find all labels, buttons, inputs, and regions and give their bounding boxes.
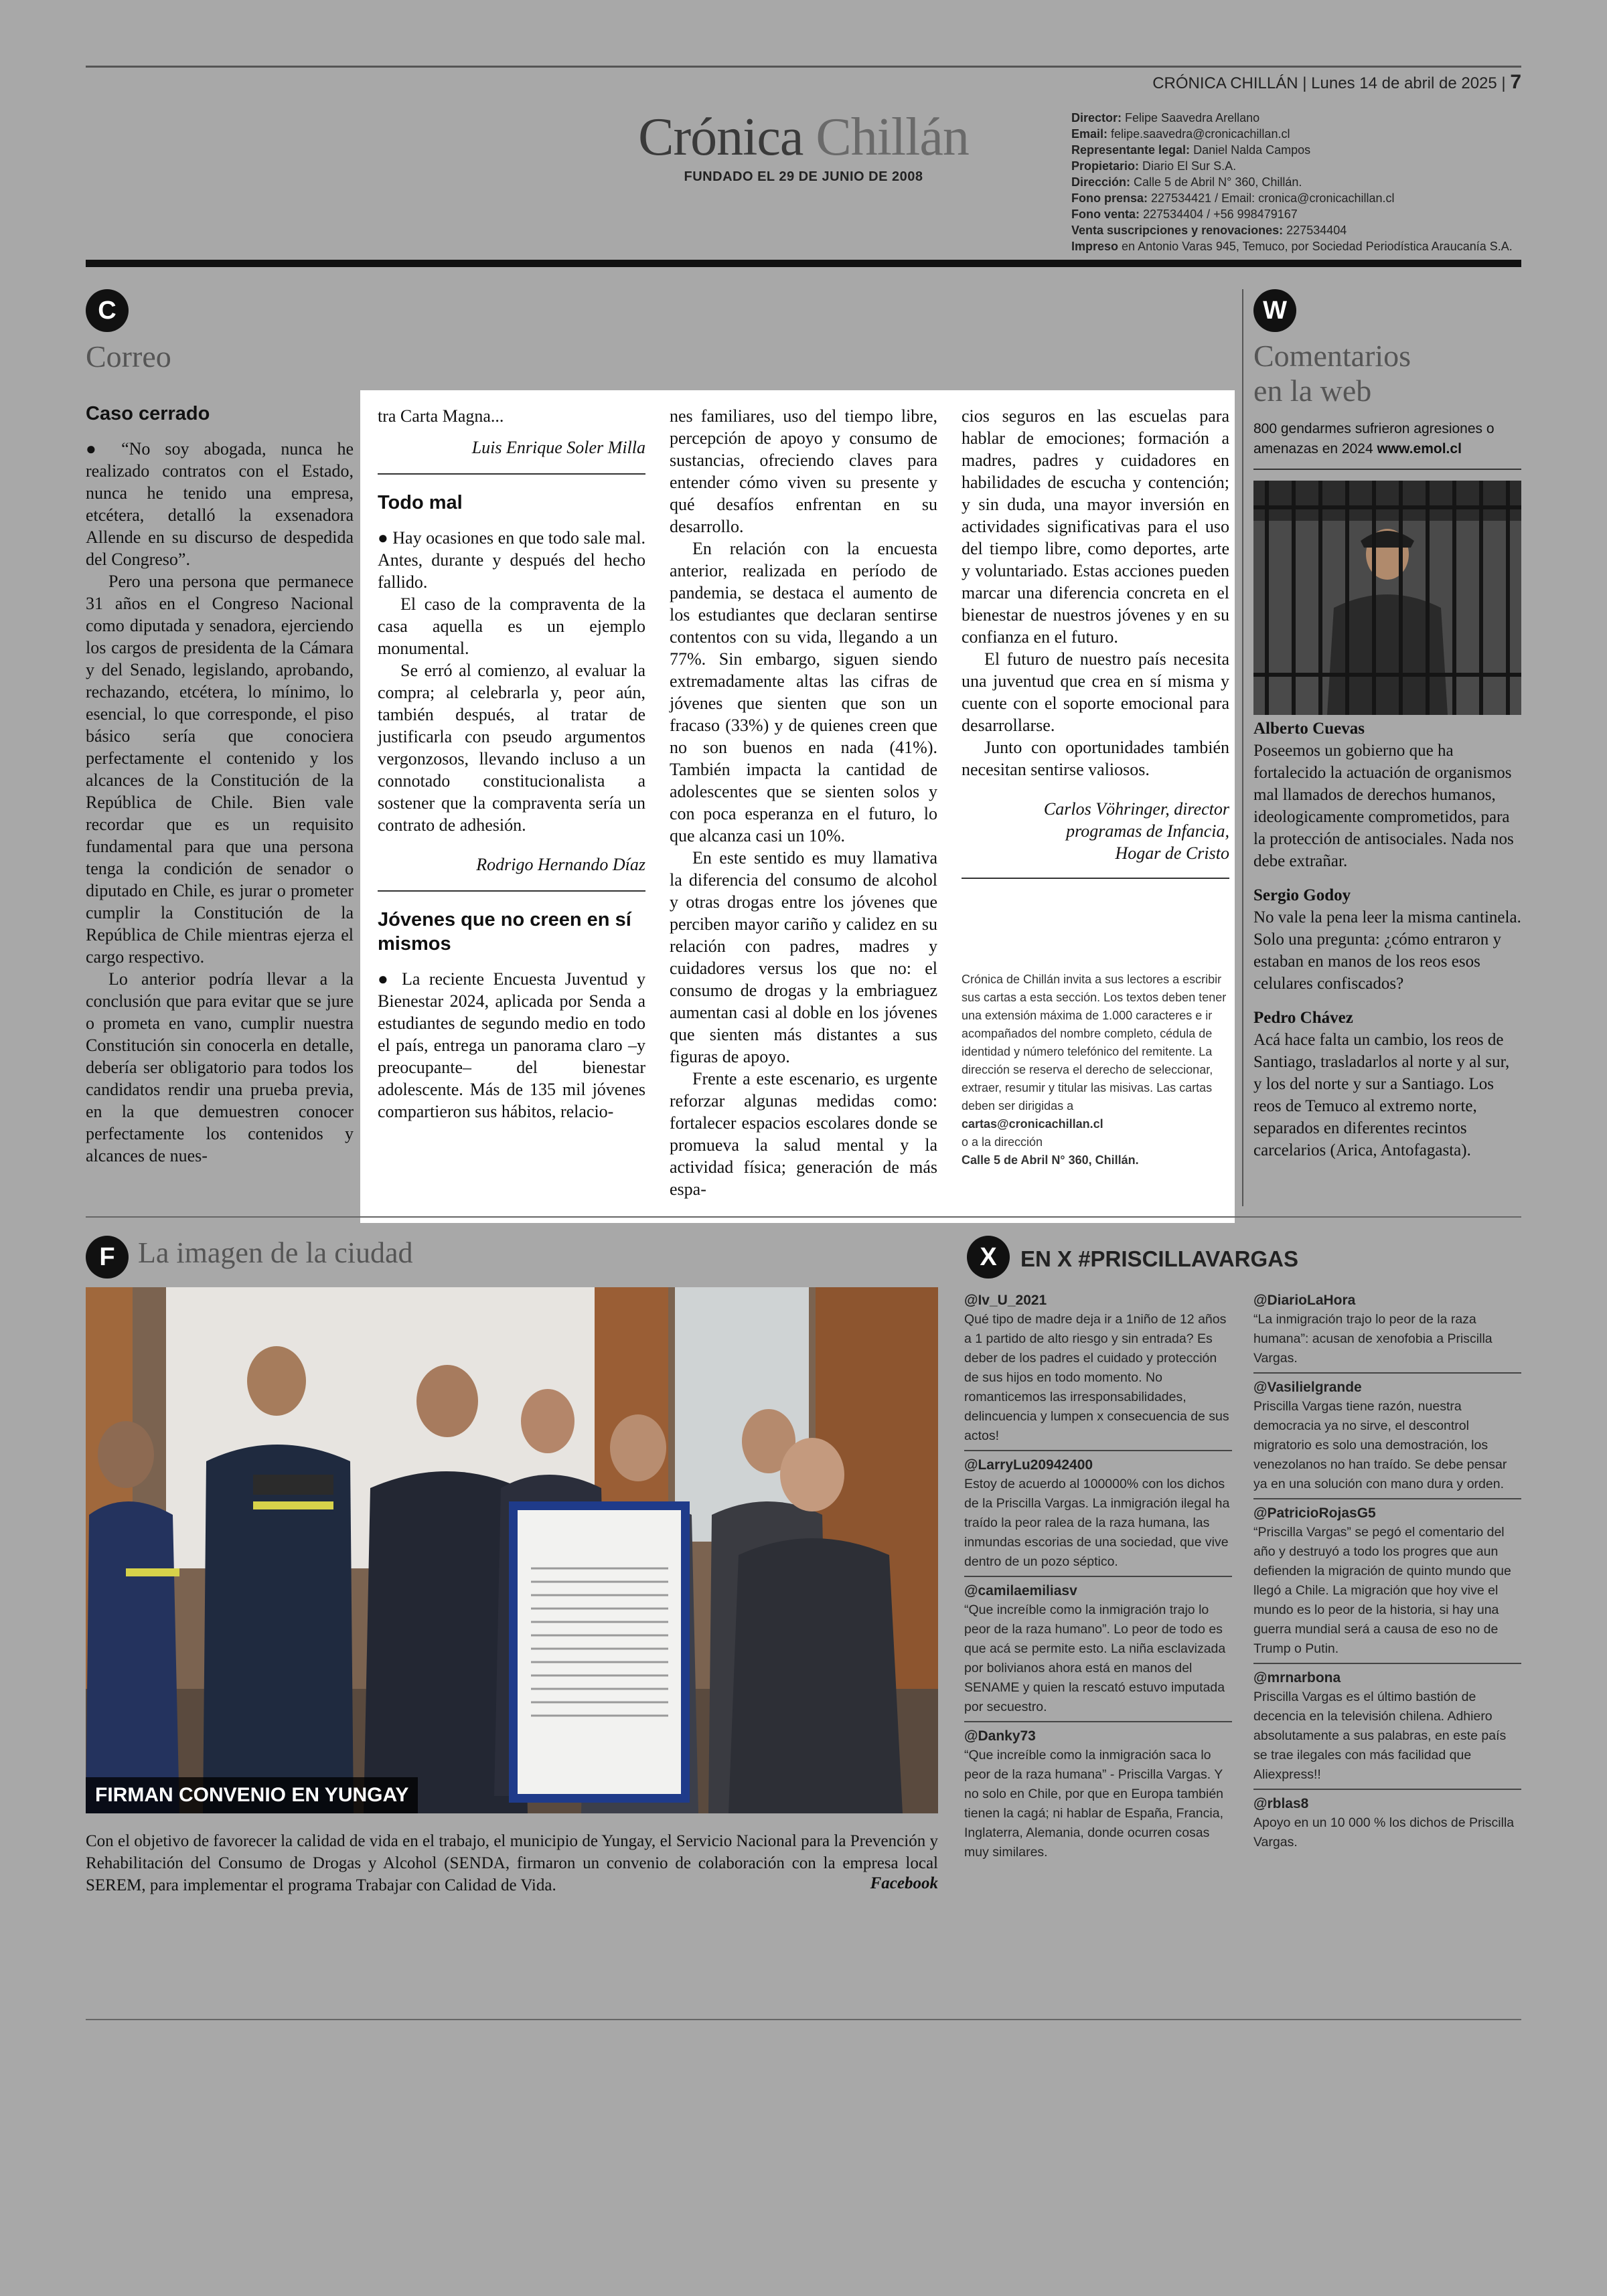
letter-paragraph: Junto con oportunidades también necesitan sentirse valiosos. [962, 738, 1229, 779]
imagen-badge: F [86, 1236, 129, 1279]
web-comment-text: No vale la pena leer la misma cantinela. Solo una pregunta: ¿cómo entraron y estaban en manos de los reos esos celulares confiscados? [1253, 908, 1521, 993]
prison-photo-illustration [1253, 481, 1521, 715]
x-post-text: Estoy de acuerdo al 100000% con los dichos de la Priscilla Vargas. La inmigración ilegal ha traído la peor ralea de la raza humana, las inmundas escorias de una sociedad, que vive dentro de un pozo séptico. [964, 1477, 1230, 1569]
letter-paragraph: En relación con la encuesta anterior, realizada en período de pandemia, se destaca el aumento de los estudiantes que declaran sentirse contentos con su vida, llegando a un 77%. Sin embargo, siguen siendo extremadamente altas las cifras de jóvenes que sienten que son un fracaso (33%) y de quienes creen que no son buenos en nada (41%). También impacta la cantidad de adolescentes que se sienten solos y con poca esperanza en el futuro, lo que alcanza casi un 10%. [670, 539, 937, 845]
web-comment-author: Sergio Godoy [1253, 886, 1351, 904]
staff-row: Director: Felipe Saavedra Arellano [1071, 111, 1260, 125]
x-post-handle[interactable]: @rblas8 [1253, 1789, 1521, 1813]
city-photo-illustration [86, 1287, 938, 1813]
web-comment-author: Alberto Cuevas [1253, 720, 1365, 738]
imagen-title: La imagen de la ciudad [138, 1236, 413, 1269]
letter-paragraph: ● Hay ocasiones en que todo sale mal. Antes, durante y después del hecho fallido. [378, 528, 645, 592]
section-rule [86, 1216, 1521, 1218]
x-post-handle[interactable]: @DiarioLaHora [1253, 1293, 1356, 1308]
x-post-handle[interactable]: @LarryLu20942400 [964, 1450, 1232, 1475]
staff-row: Propietario: Diario El Sur S.A. [1071, 159, 1237, 173]
web-badge: W [1253, 289, 1296, 332]
folio-paper: CRÓNICA CHILLÁN [1152, 74, 1298, 92]
web-comments [1253, 718, 1521, 1161]
letter-paragraph: cios seguros en las escuelas para hablar de emociones; formación a madres, padres y cuidadores en habilidades de escucha y contención; y sin duda, una mayor inversión en actividades significativas para el uso del tiempo libre, como deportes, arte y voluntariado. Estas acciones pueden marcar una diferencia concreta en el bienestar de nuestros jóvenes y en su confianza en el futuro. [962, 406, 1229, 647]
web-title: Comentarios en la web [1253, 339, 1411, 408]
x-post-text: “Que increíble como la inmigración trajo lo peor de la raza humano”. Lo peor de todo es que acá se permite esto. La niña esclavizada por bolivianos ahora está en manos del SENAME y quien la rescató estuvo imputada por secuestro. [964, 1603, 1226, 1714]
x-post-text: “La inmigración trajo lo peor de la raza humana”: acusan de xenofobia a Priscilla Vargas. [1253, 1312, 1493, 1366]
web-comment-text: Acá hace falta un cambio, los reos de Santiago, trasladarlos al norte y al sur, y los del norte y sur a Santiago. Los reos de Temuco al extremo norte, separados en diferentes recintos carcelarios (Arica, Antofagasta). [1253, 1031, 1510, 1159]
staff-row: Venta suscripciones y renovaciones: 227534404 [1071, 224, 1347, 237]
x-post-text: Priscilla Vargas es el último bastión de decencia en la televisión chilena. Adhiero absolutamente a sus palabras, en este país se trae ilegales con más facilidad que Aliexpress!! [1253, 1690, 1507, 1782]
masthead [623, 110, 984, 185]
x-post-text: Qué tipo de madre deja ir a 1niño de 12 años a 1 partido de alto riesgo y sin entrada? Es deber de los padres el cuidado y protección de sus hijos en todo momento. No romanticemos las irresponsabilidades, delincuencia y lumpen x consecuencia de sus actos! [964, 1312, 1229, 1443]
x-post-handle[interactable]: @Vasilielgrande [1253, 1372, 1521, 1397]
page-number: 7 [1510, 71, 1521, 93]
signature: Luis Enrique Soler Milla [471, 438, 645, 457]
bottom-rule [86, 2019, 1521, 2020]
staff-row: Representante legal: Daniel Nalda Campos [1071, 143, 1311, 157]
letter-paragraph: En este sentido es muy llamativa la diferencia del consumo de alcohol y otras drogas entre los jóvenes que perciben mayor cariño y calidez en su relación con padres, madres y cuidadores versus los que no: el consumo de drogas y la embriaguez aumentan casi al doble en los jóvenes que sienten más distantes a sus figuras de apoyo. [670, 848, 937, 1066]
folio: CRÓNICA CHILLÁN | Lunes 14 de abril de 2025 | 7 [1152, 71, 1521, 93]
letters-col-3 [670, 405, 937, 1200]
x-post-text: Apoyo en un 10 000 % los dichos de Priscilla Vargas. [1253, 1815, 1515, 1850]
staff-box [1071, 110, 1527, 254]
x-post-handle[interactable]: @Danky73 [964, 1721, 1232, 1746]
staff-row: Dirección: Calle 5 de Abril N° 360, Chillán. [1071, 175, 1302, 189]
x-post-handle[interactable]: @PatricioRojasG5 [1253, 1498, 1521, 1523]
divider [1253, 469, 1521, 470]
header-rule [86, 260, 1521, 267]
imagen-text: Con el objetivo de favorecer la calidad de vida en el trabajo, el municipio de Yungay, el Servicio Nacional para la Prevención y Rehabilitación del Consumo de Drogas y Alcohol (SENDA, firmaron un convenio de colaboración con la empresa local SEREM, para implementar el programa Trabajar con Calidad de Vida. [86, 1832, 938, 1894]
top-rule [86, 66, 1521, 68]
x-post-text: “Que increíble como la inmigración saca lo peor de la raza humana” - Priscilla Vargas. Y no solo en Chile, por que en Europa también tienen la cagá; ni hablar de España, Francia, Inglaterra, Alemania, donde ocurren cosas muy similares. [964, 1748, 1224, 1860]
staff-row: Impreso en Antonio Varas 945, Temuco, por Sociedad Periodística Araucanía S.A. [1071, 240, 1513, 253]
letter-paragraph: Frente a este escenario, es urgente reforzar algunas medidas como: fortalecer espacios escolares donde se promueva la salud mental y la actividad física; generación de más espa- [670, 1069, 937, 1199]
correo-badge: C [86, 289, 129, 332]
staff-row: Fono prensa: 227534421 / Email: cronica@cronicachillan.cl [1071, 191, 1395, 205]
x-post-text: “Priscilla Vargas” se pegó el comentario del año y destruyó a todo los progres que aun defienden la migración de quinto mundo que llegó a Chile. La migración que hoy vive el mundo es lo peor de la historia, si hay una guerra mundial será a causa de eso no de Trump o Putin. [1253, 1525, 1511, 1656]
letter-paragraph: ● La reciente Encuesta Juventud y Bienestar 2024, aplicada por Senda a estudiantes de segundo medio en todo el país, entrega un panorama claro –y preocupante– del bienestar adolescente. Más de 135 mil jóvenes compartieron sus hábitos, relacio- [378, 969, 645, 1121]
divider [378, 473, 645, 475]
x-title: EN X #PRISCILLAVARGAS [1020, 1246, 1298, 1271]
staff-row: Fono venta: 227534404 / +56 998479167 [1071, 208, 1298, 221]
letter-paragraph: El caso de la compraventa de la casa aquella es un ejemplo monumental. [378, 594, 645, 658]
letters-col-2 [378, 405, 645, 1123]
letter-paragraph: tra Carta Magna... [378, 406, 504, 426]
letter-heading: Todo mal [378, 492, 463, 513]
x-posts-right [1253, 1291, 1521, 1852]
staff-row: Email: felipe.saavedra@cronicachillan.cl [1071, 127, 1290, 141]
column-rule [1242, 289, 1243, 1206]
imagen-source: Facebook [870, 1874, 938, 1892]
masthead-title: Crónica Chillán [638, 108, 969, 167]
x-post-handle[interactable]: @Iv_U_2021 [964, 1293, 1047, 1308]
x-posts-left [964, 1291, 1232, 1862]
x-badge: X [967, 1236, 1010, 1279]
city-photo [86, 1287, 938, 1813]
letters-invite: Crónica de Chillán invita a sus lectores a escribir sus cartas a esta sección. Los textos deben tener una extensión máxima de 1.000 caracteres e ir acompañados del nombre completo, cédula de identidad y número telefónico del remitente. La dirección se reserva el derecho de seleccionar, extraer, resumir y titular las misivas. Las cartas deben ser dirigidas a cartas@cronicachillan.cl o a la dirección Calle 5 de Abril N° 360, Chillán. [962, 973, 1227, 1167]
web-headline: 800 gendarmes sufrieron agresiones o amenazas en 2024 www.emol.cl [1253, 421, 1495, 457]
prison-photo [1253, 481, 1521, 715]
letter-paragraph: nes familiares, uso del tiempo libre, percepción de apoyo y consumo de sustancias, ofreciendo claves para entender cómo viven su presente y qué desafíos enfrentan en su desarrollo. [670, 406, 937, 536]
x-post-handle[interactable]: @mrnarbona [1253, 1663, 1521, 1688]
web-comment-text: Poseemos un gobierno que ha fortalecido la actuación de organismos mal llamados de derechos humanos, ideologicamente comprometidos, para la protección de antisociales. Nada nos debe extrañar. [1253, 742, 1514, 870]
letter-caso-cerrado [86, 402, 354, 1167]
x-post-text: Priscilla Vargas tiene razón, nuestra democracia ya no sirve, el descontrol migratorio es solo una demostración, los venezolanos no han traído. Se debe pensar ya en una solución con mano dura y orden. [1253, 1399, 1507, 1491]
letter-paragraph: Se erró al comienzo, al evaluar la compra; al celebrarla y, peor aún, también después, al tratar de justificarla con pseudo argumentos vergonzosos, llevando incluso a un connotado constitucionalista a sostener que la compraventa sería un contrato de adhesión. [378, 661, 645, 835]
letter-paragraph: Lo anterior podría llevar a la conclusión que para evitar que se jure o prometa en vano, cumplir nuestra Constitución sin conocerla en detalle, debería ser obligatorio para todos los candidatos rendir una prueba previa, en la que demuestren conocer perfectamente los contenidos y alcances de nues- [86, 969, 354, 1165]
letter-paragraph: ● “No soy abogada, nunca he realizado contratos con el Estado, nunca he tenido una empresa, etcétera, detalló la exsenadora Allende en su discurso de despedida del Congreso”. [86, 439, 354, 569]
photo-caption: FIRMAN CONVENIO EN YUNGAY [86, 1777, 418, 1813]
web-source[interactable]: www.emol.cl [1377, 441, 1462, 457]
letter-heading: Jóvenes que no creen en sí mismos [378, 909, 631, 955]
signature: Carlos Vöhringer, director programas de Infancia, Hogar de Cristo [1043, 799, 1229, 863]
signature: Rodrigo Hernando Díaz [476, 855, 645, 874]
correo-title: Correo [86, 339, 171, 374]
letters-col-4 [962, 405, 1229, 895]
x-post-handle[interactable]: @camilaemiliasv [964, 1576, 1232, 1601]
letter-paragraph: El futuro de nuestro país necesita una juventud que crea en sí misma y cuente con el soporte emocional para desarrollarse. [962, 649, 1229, 735]
divider [378, 890, 645, 892]
folio-date: Lunes 14 de abril de 2025 [1311, 74, 1497, 92]
letter-paragraph: Pero una persona que permanece 31 años en el Congreso Nacional como diputada y senadora, ejerciendo los cargos de presidenta de la Cámara y del Senado, legislando, aprobando, rechazando, etcétera, lo mínimo, lo esencial, lo que corresponde, el piso básico sería que conociera perfectamente el contenido y los alcances de la Constitución de la República de Chile. Bien vale recordar que es un requisito fundamental para que una persona tenga la condición de senador o diputado en Chile, es jurar o prometer cumplir la Constitución de la República de Chile mientras ejerza el cargo respectivo. [86, 572, 354, 967]
letters-email[interactable]: cartas@cronicachillan.cl [962, 1117, 1103, 1131]
masthead-founded: FUNDADO EL 29 DE JUNIO DE 2008 [684, 169, 923, 184]
divider [962, 878, 1229, 879]
letter-heading: Caso cerrado [86, 403, 210, 424]
letters-address: Calle 5 de Abril N° 360, Chillán. [962, 1153, 1139, 1167]
web-comment-author: Pedro Chávez [1253, 1009, 1353, 1027]
